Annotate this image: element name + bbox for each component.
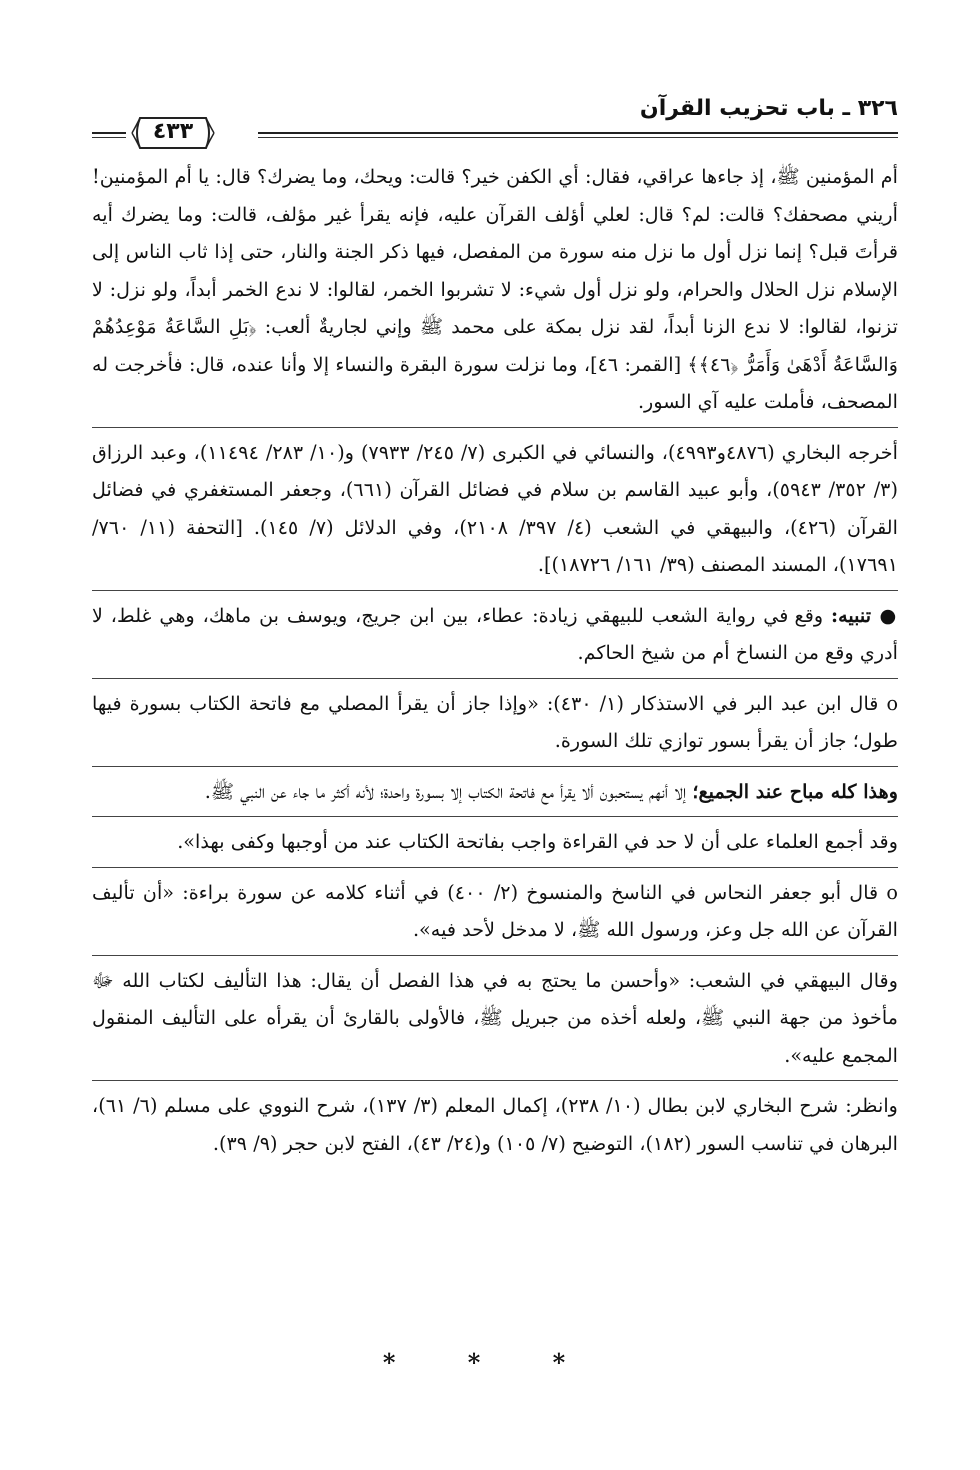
header-rule (258, 137, 898, 138)
section-divider (92, 678, 898, 679)
commentary-paragraph (92, 773, 898, 811)
section-divider (92, 1080, 898, 1081)
hadith-text-paragraph: أم المؤمنين ﷺ، إذ جاءها عراقي، فقال: أي الكفن خير؟ قالت: ويحك، وما يضرك؟ قال: يا أم المؤمنين! أريني مصحفك؟ قالت: لم؟ قال: لعلي أؤلف القرآن عليه، فإنه يقرأ غير مؤلف، قالت: وما يضرك أيه قرأتَ قبل؟ إنما نزل أول ما نزل منه سورة من المفصل، فيها ذكر الجنة والنار، حتى إذا ثاب الناس إلى الإسلام نزل الحلال والحرام، ولو نزل أول شيء: لا تشربوا الخمر، لقالوا: لا ندع الخمر أبداً، ولو نزل: لا تزنوا، لقالوا: لا ندع الزنا أبداً، لقد نزل بمكة على محمد ﷺ وإني لجاريةٌ ألعب: ﴿بَلِ السَّاعَةُ مَوْعِدُهُمْ وَالسَّاعَةُ أَدْهَىٰ وَأَمَرُّ ﴿٤٦﴾﴾ [القمر: ٤٦]، وما نزلت سورة البقرة والنساء إلا وأنا عنده، قال: فأخرجت له المصحف، فأملت عليه آي السور. (92, 165, 899, 413)
references-paragraph: وانظر: شرح البخاري لابن بطال (١٠/ ٢٣٨)، إكمال المعلم (٣/ ١٣٧)، شرح النووي على مسلم (٦/ ٦١)، البرهان في تناسب السور (١٨٢)، التوضيح (٧/ ١٠٥) و(٢٤/ ٤٣)، الفتح لابن حجر (٩/ ٣٩). (92, 1094, 898, 1155)
note-text: وقع في رواية الشعب للبيهقي زيادة: عطاء، بين ابن جريج، ويوسف بن ماهك، وهي غلط، لا أدري وقع من النساخ أم من شيخ الحاكم. (92, 603, 898, 664)
header-rule (258, 132, 898, 134)
commentary-paragraph: وقد أجمع العلماء على أن لا حد في القراءة واجب بفاتحة الكتاب عند من أوجبها وكفى بهذا». (177, 830, 898, 853)
end-ornament: * * * (382, 1348, 598, 1377)
section-divider (92, 590, 898, 591)
note-paragraph (92, 597, 898, 672)
note-label: تنبيه: (830, 603, 872, 627)
page-header (92, 94, 898, 154)
page-body (92, 158, 898, 1162)
page-number: ٤٣٣ (152, 119, 194, 144)
commentary-paragraph: o قال ابن عبد البر في الاستذكار (١/ ٤٣٠): «وإذا جاز أن يقرأ المصلي مع فاتحة الكتاب بسورة فيها طول؛ جاز أن يقرأ بسور توازي تلك السورة. (92, 691, 898, 752)
bold-lead: وهذا كله مباح عند الجميع؛ (692, 779, 898, 803)
takhrij-paragraph: أخرجه البخاري (٤٨٧٦و٤٩٩٣)، والنسائي في الكبرى (٧/ ٢٤٥/ ٧٩٣٣) و(١٠/ ٢٨٣/ ١١٤٩٤)، وعبد الرزاق (٣/ ٣٥٢/ ٥٩٤٣)، وأبو عبيد القاسم بن سلام في فضائل القرآن (٦٦١)، وجعفر المستغفري في فضائل القرآن (٤٢٦)، والبيهقي في الشعب (٤/ ٣٩٧/ ٢١٠٨)، وفي الدلائل (٧/ ١٤٥). [التحفة (١١/ ٧٦٠/ ١٧٦٩١)، المسند المصنف (٣٩/ ١٦١/ ١٨٧٢٦)]. (92, 440, 898, 576)
page-number-ornament (130, 114, 216, 152)
paragraph-rest: إلا أنهم يستحبون ألا يقرأ مع فاتحة الكتاب إلا بسورة واحدة؛ لأنه أكثر ما جاء عن النبي ﷺ. (204, 779, 693, 803)
section-divider (92, 867, 898, 868)
header-rule (92, 137, 126, 138)
header-rule (92, 132, 126, 134)
section-divider (92, 427, 898, 428)
commentary-paragraph: وقال البيهقي في الشعب: «وأحسن ما يحتج به في هذا الفصل أن يقال: هذا التأليف لكتاب الله ﷻ مأخوذ من جهة النبي ﷺ، ولعله أخذه من جبريل ﷺ، فالأولى بالقارئ أن يقرأه على التأليف المنقول المجمع عليه». (92, 968, 898, 1067)
section-divider (92, 816, 898, 817)
section-divider (92, 766, 898, 767)
bullet-icon: ● (871, 603, 898, 627)
commentary-paragraph: o قال أبو جعفر النحاس في الناسخ والمنسوخ (٢/ ٤٠٠) في أثناء كلامه عن سورة براءة: «أن تأليف القرآن عن الله جل وعز، ورسول الله ﷺ، لا مدخل لأحد فيه». (92, 880, 898, 941)
running-title: ٣٢٦ ـ باب تحزيب القرآن (639, 96, 898, 121)
section-divider (92, 955, 898, 956)
